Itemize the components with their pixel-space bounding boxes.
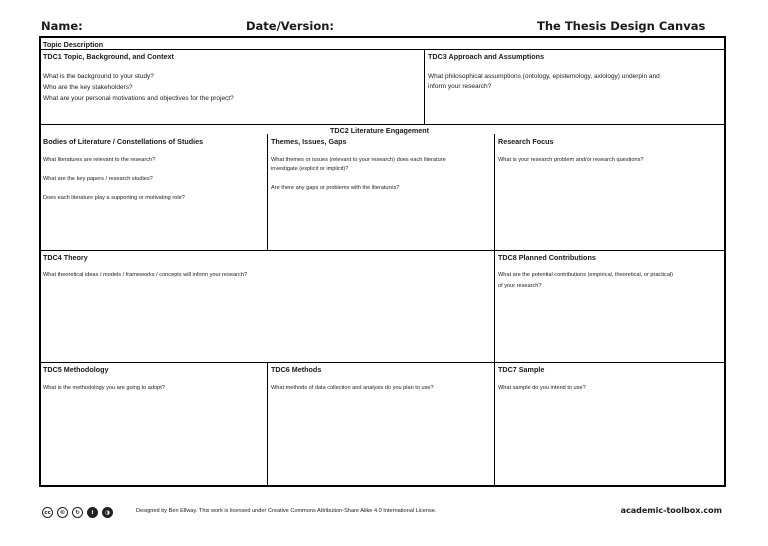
site-link[interactable]: academic-toolbox.com: [620, 506, 722, 515]
tdc7-question: What sample do you intend to use?: [498, 385, 586, 391]
tdc2-title: TDC2 Literature Engagement: [330, 126, 430, 135]
themes-question: investigate (explicit or implicit)?: [271, 166, 349, 172]
tdc1-question: What is the background to your study?: [43, 73, 154, 80]
cc-icon: cc: [42, 507, 53, 518]
research-focus-title: Research Focus: [498, 137, 554, 146]
tdc7-title: TDC7 Sample: [498, 365, 545, 374]
divider: [267, 134, 268, 250]
name-label: Name:: [41, 19, 83, 33]
divider: [40, 124, 725, 125]
tdc1-question: What are your personal motivations and objectives for the project?: [43, 95, 234, 102]
tdc5-question: What is the methodology you are going to adopt?: [43, 385, 165, 391]
topic-description-label: Topic Description: [43, 40, 104, 49]
by-icon: i: [87, 507, 98, 518]
bodies-question: Does each literature play a supporting or motivating role?: [43, 195, 185, 201]
tdc4-question: What theoretical ideas / models / frameworks / concepts will inform your research?: [43, 272, 247, 278]
tdc3-question: inform your research?: [428, 83, 492, 90]
bodies-question: What are the key papers / research studies?: [43, 176, 153, 182]
bodies-of-literature-title: Bodies of Literature / Constellations of Studies: [43, 137, 204, 146]
divider: [40, 250, 725, 251]
tdc5-title: TDC5 Methodology: [43, 365, 109, 374]
divider: [267, 363, 268, 485]
tdc3-title: TDC3 Approach and Assumptions: [428, 52, 545, 61]
themes-question: What themes or issues (relevant to your research) does each literature: [271, 157, 446, 163]
tdc8-question: of your research?: [498, 283, 542, 289]
tdc8-question: What are the potential contributions (empirical, theoretical, or practical): [498, 272, 674, 278]
tdc6-question: What methods of data collection and analysis do you plan to use?: [271, 385, 434, 391]
share-alike-icon: ↻: [72, 507, 83, 518]
license-text: Designed by Ben Ellway. This work is licensed under Creative Commons Attribution-Share Alike 4.0 International License.: [136, 508, 437, 514]
themes-question: Are there any gaps or problems with the literatures?: [271, 185, 400, 191]
tdc1-title: TDC1 Topic, Background, and Context: [43, 52, 174, 61]
license-icons: [42, 507, 113, 518]
divider: [424, 50, 425, 124]
divider: [40, 49, 725, 50]
page-title: The Thesis Design Canvas: [537, 19, 706, 33]
attribution-icon: ©: [57, 507, 68, 518]
tdc1-question: Who are the key stakeholders?: [43, 84, 133, 91]
research-focus-question: What is your research problem and/or research questions?: [498, 157, 644, 163]
date-version-label: Date/Version:: [246, 19, 335, 33]
themes-issues-gaps-title: Themes, Issues, Gaps: [271, 137, 347, 146]
tdc4-title: TDC4 Theory: [43, 253, 88, 262]
bodies-question: What literatures are relevant to the research?: [43, 157, 156, 163]
cc-circle-icon: ◑: [102, 507, 113, 518]
tdc8-title: TDC8 Planned Contributions: [498, 253, 596, 262]
tdc3-question: What philosophical assumptions (ontology, epistemology, axiology) underpin and: [428, 73, 660, 80]
divider: [40, 362, 725, 363]
divider: [494, 134, 495, 485]
tdc6-title: TDC6 Methods: [271, 365, 322, 374]
